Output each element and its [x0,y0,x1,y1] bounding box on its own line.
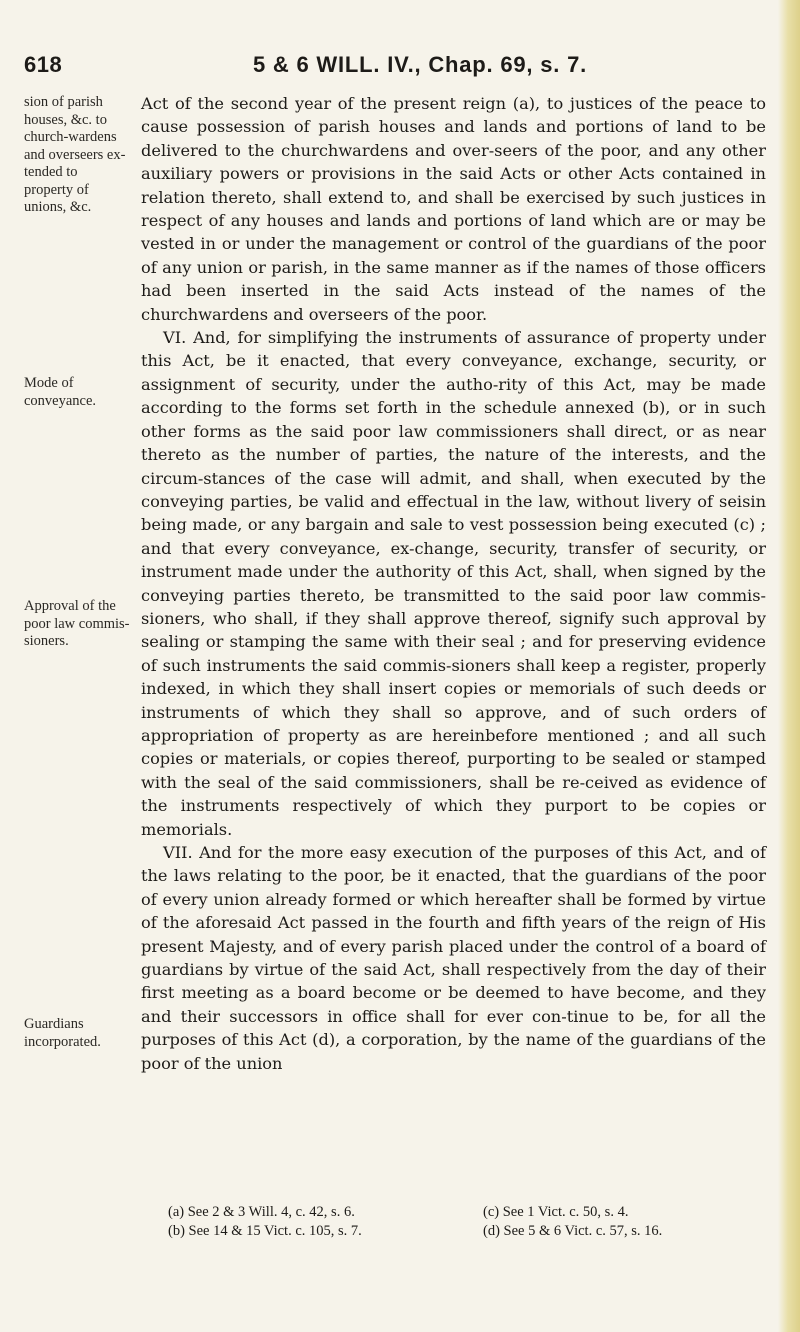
paragraph-section-vii: VII. And for the more easy execution of the purposes of this Act, and of the laws relating to the poor, be it enacted, that the guardians of the poor of every union already formed or which hereafter shall be formed by virtue of the aforesaid Act passed in the fourth and fifth years of the reign of His present Majesty, and of every parish placed under the control of a board of guardians by virtue of the said Act, shall respectively from the day of their first meeting as a board become or be deemed to have become, and they and their successors in office shall for ever con-tinue to be, for all the purposes of this Act (d), a corporation, by the name of the guardians of the poor of the union [141,843,766,1073]
footnote-a: (a) See 2 & 3 Will. 4, c. 42, s. 6. [168,1204,355,1220]
marginal-note: Approval of the poor law commis-sioners. [24,598,130,649]
marginal-note: sion of parish houses, &c. to church-wardens and overseers ex-tended to property of unions, &c. [24,94,126,215]
running-head: 5 & 6 WILL. IV., Chap. 69, s. 7. [252,52,588,77]
paragraph-section-vi: VI. And, for simplifying the instruments of assurance of property under this Act, be it enacted, that every conveyance, exchange, security, or assignment of security, under the autho-rity of this Act, may be made according to the forms set forth in the schedule annexed (b), or in such other forms as the said poor law commissioners shall direct, or as near thereto as the number of parties, the nature of the interests, and the circum-stances of the case will admit, and shall, when executed by the conveying parties, be valid and effectual in the law, without livery of seisin being made, or any bargain and sale to vest possession being executed (c) ; and that every conveyance, ex-change, security, transfer of security, or instrument made under the authority of this Act, shall, when signed by the conveying parties thereto, be transmitted to the said poor law commis-sioners, who shall, if they shall approve thereof, signify such approval by sealing or stamping the same with their seal ; and for preserving evidence of such instruments the said commis-sioners shall keep a register, properly indexed, in which they shall insert copies or memorials of such deeds or instruments of which they shall so approve, and of such orders of appropriation of property as are hereinbefore mentioned ; and all such copies or materials, or copies thereof, purporting to be sealed or stamped with the seal of the said commissioners, shall be re-ceived as evidence of the instruments respectively of which they purport to be copies or memorials. [141,328,766,839]
body-text [141,92,766,1075]
footnote-c: (c) See 1 Vict. c. 50, s. 4. [483,1204,629,1220]
paragraph: Act of the second year of the present reign (a), to justices of the peace to cause possession of parish houses and lands and portions of land to be delivered to the churchwardens and over-seers of the poor, and any other auxiliary powers or provisions in the said Acts or other Acts contained in relation thereto, shall extend to, and shall be exercised by such justices in respect of any houses and lands and portions of land which are or may be vested in or under the management or control of the guardians of the poor of any union or parish, in the same manner as if the names of those officers had been inserted in the said Acts instead of the names of the churchwardens and overseers of the poor. [141,94,766,324]
page-edge-discoloration [778,0,800,1332]
footnotes [168,1203,768,1241]
footnote-d: (d) See 5 & 6 Vict. c. 57, s. 16. [483,1223,663,1239]
marginal-note: Guardians incorporated. [24,1016,101,1050]
marginal-note: Mode of conveyance. [24,375,97,409]
page-number: 618 [24,52,63,77]
footnote-b: (b) See 14 & 15 Vict. c. 105, s. 7. [168,1223,362,1239]
